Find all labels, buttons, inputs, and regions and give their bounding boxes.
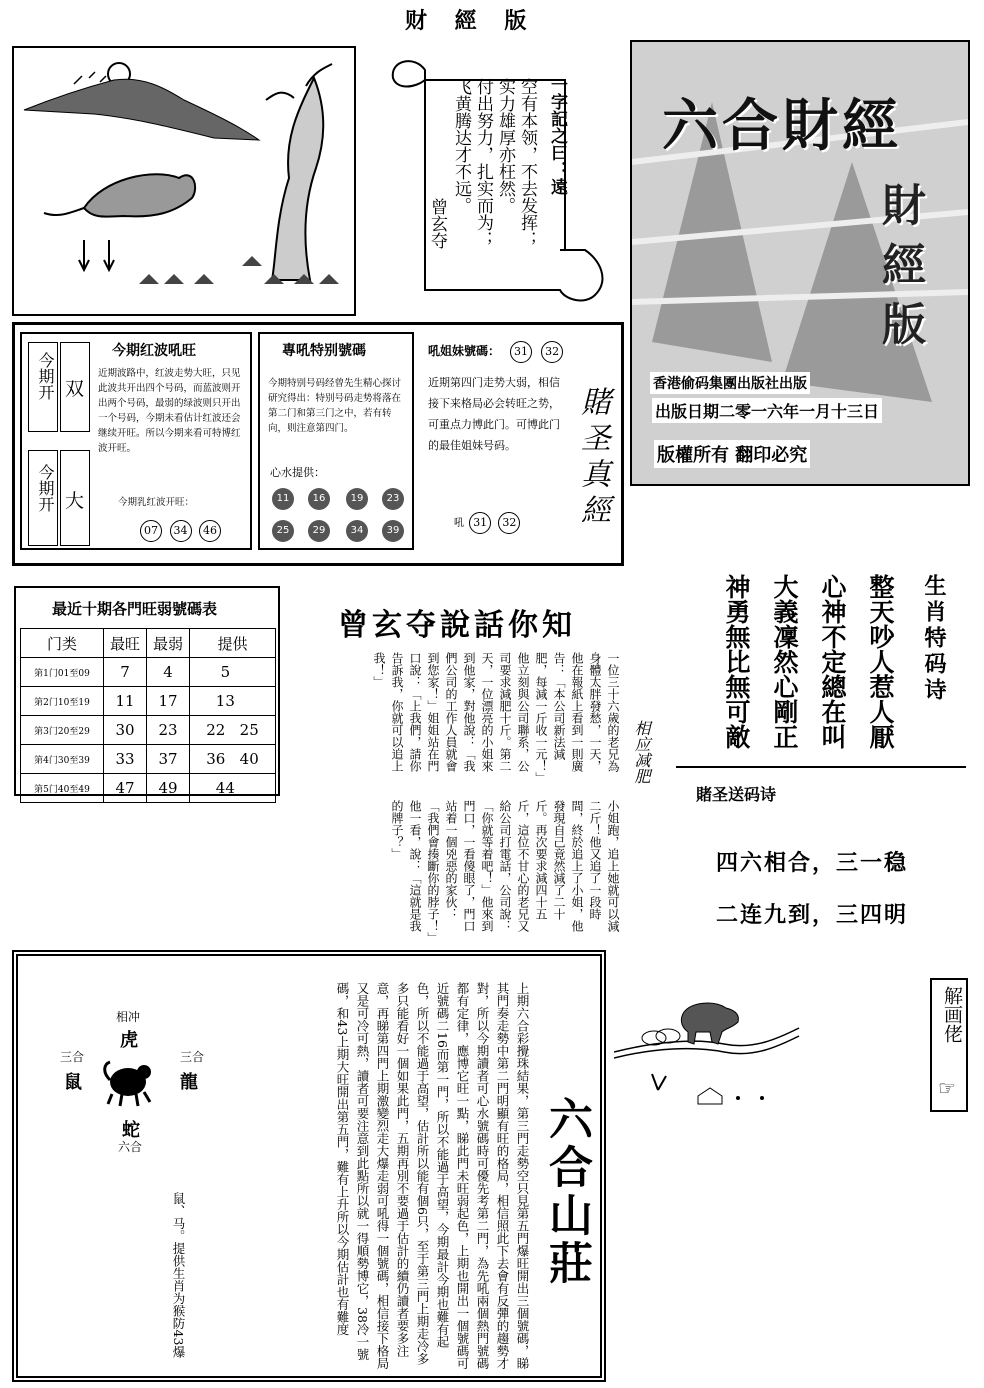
- monkey-icon: [102, 1058, 156, 1108]
- shanzhuang-text: 上期六合彩攪珠結果，第三門走勢空只見第五門爆旺開出三個號碼，睇其門奏走勢中第二門明顯有旺的格局，相信照此下去會有反彈的趨勢才對，所以今期讀者可心水號碼時可優先考第二門，為先吼兩個熱門號碼都有定律，應博它旺一點，睇此門未旺弱起色，上期也開出一個號碼可近號碼二16而第一門，所以不能過于高望，今期最計今期也難有起色，所以不能過于高望，估計所以能有個6只，至于第三門上期走冷多多只能看好一個如果此門，五期再別不要過于估計的續仍讀者要多注意，再睇第四門上期激變烈走大爆走弱可吼得一個號碼，相信接下格局又是可冷可熱，讀者可要注意到此點所以就一得順勢博它，38冷一號碼，和43上期大旺開出第五門，難有上升所以今期估計也有難度: [335, 982, 530, 1370]
- table-cell-gate: 第4门30至39: [21, 745, 104, 774]
- table-cell-gate: 第5门40至49: [21, 774, 104, 803]
- table-cell-max: 47: [104, 774, 147, 803]
- special-ball-4: 23: [382, 488, 404, 510]
- scroll-line-1: 空有本领，不去发挥；: [517, 78, 537, 248]
- motto-scroll: [385, 50, 615, 312]
- red-wave-sub: 今期乳红波开旺：: [118, 497, 195, 508]
- special-body: 今期特别号码经曾先生精心探讨研究得出：特别号码走势将落在第二门和第三门之中，若有转向，则注意第四门。: [268, 378, 402, 434]
- chong-label: 相冲: [116, 1010, 141, 1024]
- table-row: [21, 774, 276, 803]
- zodiac-col-1: 整天吵人惹人厭: [866, 574, 895, 749]
- poem-line-1: 四六相合，三一稳: [716, 851, 909, 876]
- table-header-min: 最弱: [147, 629, 190, 658]
- table-cell-provide: [190, 658, 276, 687]
- red-wave-panel: [20, 332, 252, 550]
- special-ball-6: 29: [308, 520, 330, 542]
- ten-period-table-title: 最近十期各門旺弱號碼表: [52, 600, 218, 618]
- zodiac-title: 生肖特码诗: [921, 574, 946, 704]
- side-value-2-text: 大: [65, 490, 85, 512]
- special-ball-3: 19: [346, 488, 368, 510]
- heart-label: 心水提供：: [270, 466, 325, 479]
- provide-2: 40: [239, 750, 259, 768]
- ten-period-table: [20, 628, 276, 803]
- special-ball-5: 25: [272, 520, 294, 542]
- table-row: [21, 745, 276, 774]
- sister-tail-num-1: 31: [469, 512, 491, 534]
- table-cell-max: 33: [104, 745, 147, 774]
- red-wave-nums: [138, 520, 223, 542]
- special-number-panel: [258, 332, 414, 550]
- provide-1: 36: [206, 750, 226, 768]
- special-ball-1: 11: [272, 488, 294, 510]
- masthead-sub: 財 經 版: [874, 182, 925, 345]
- side-value-1-text: 双: [65, 378, 85, 400]
- bear-cartoon: [614, 1000, 804, 1110]
- scroll-heading: 一字記之曰：遠: [547, 76, 567, 195]
- red-wave-num-1: 07: [140, 520, 162, 542]
- rat-label: 鼠: [64, 1072, 82, 1093]
- jiehua-label: 解画佬: [941, 986, 963, 1043]
- scroll-line-2: 实力雄厚亦枉然。: [495, 78, 515, 214]
- sister-number-panel: [420, 332, 616, 550]
- table-cell-gate: 第3门20至29: [21, 716, 104, 745]
- table-cell-min: 49: [147, 774, 190, 803]
- tiger-label: 虎: [120, 1030, 138, 1051]
- table-cell-min: 37: [147, 745, 190, 774]
- sister-side-vertical: 賭圣真經: [575, 386, 610, 530]
- table-header-provide: 提供: [190, 629, 276, 658]
- sanhe-right-label: 三合: [180, 1050, 205, 1064]
- ten-period-table-panel: [14, 586, 280, 796]
- sister-nums: [508, 340, 565, 363]
- pointing-hand-icon: ☞: [938, 1076, 956, 1100]
- table-cell-max: 11: [104, 687, 147, 716]
- cartoon-landscape-illustration: [14, 48, 354, 314]
- sister-body: 近期第四门走势大弱，相信接下来格局必会转旺之势，可重点力博此门。可博此门的最佳姐妹号码。: [428, 376, 560, 452]
- masthead-date: 出版日期二零一六年一月十三日: [652, 398, 882, 423]
- zodiac-col-4: 神勇無比無可敵: [722, 574, 751, 749]
- sister-tail-text: 吼: [454, 518, 464, 529]
- story-title: 曾玄夺說話你知: [338, 608, 576, 643]
- table-cell-gate: 第2门10至19: [21, 687, 104, 716]
- special-ball-8: 39: [382, 520, 404, 542]
- snake-label: 蛇: [122, 1120, 140, 1141]
- sister-tail-num-2: 32: [498, 512, 520, 534]
- table-cell-provide: [190, 716, 276, 745]
- table-cell-provide: [190, 745, 276, 774]
- poem-line-2: 二连九到，三四明: [716, 903, 909, 928]
- table-cell-provide: [190, 687, 276, 716]
- story-text-right: 一位三十六歲的老兄為身體太胖發愁，一天，他在報紙上看到一則廣告：「本公司新法減肥，每減一斤收一元！」他立刻與公司聯系，公司要求減肥十斤。第二天，一位漂亮的小姐來到他家，對他說：「我們公司的工作人員就會到您家！」姐姐站在門口說：「上我們，請你告訴我，你就可以追上我！」: [372, 652, 620, 778]
- cartoon-landscape-panel: [12, 46, 356, 316]
- masthead-copyright: 版權所有 翻印必究: [654, 440, 810, 468]
- shanzhuang-title: 六合山莊: [541, 1096, 592, 1288]
- red-wave-num-2: 34: [170, 520, 192, 542]
- provide-1: 13: [215, 692, 235, 710]
- sister-num-2: 32: [541, 341, 563, 363]
- page-header-title: 财 經 版: [405, 9, 537, 34]
- table-cell-min: 17: [147, 687, 190, 716]
- table-row: [21, 716, 276, 745]
- provide-1: 22: [206, 721, 226, 739]
- special-ball-7: 34: [346, 520, 368, 542]
- table-cell-max: 30: [104, 716, 147, 745]
- shanzhuang-panel: [12, 950, 606, 1382]
- masthead-brand: 六合財經: [662, 94, 902, 159]
- side-label-1-text: 今期开: [36, 352, 55, 400]
- table-row: [21, 658, 276, 687]
- scroll-line-4: 飞黄腾达才不远。: [451, 78, 471, 214]
- provide-2: 25: [239, 721, 259, 739]
- liuhe-label: 六合: [118, 1140, 143, 1154]
- table-cell-gate: 第1门01至09: [21, 658, 104, 687]
- zodiac-col-2: 心神不定總在叫: [818, 574, 847, 749]
- side-label-2-text: 今期开: [36, 464, 55, 512]
- story-side-note: 相应减肥: [632, 720, 651, 784]
- masthead-panel: [630, 40, 970, 486]
- sanhe-left-label: 三合: [60, 1050, 85, 1064]
- table-header-gate: 门类: [21, 629, 104, 658]
- provide-1: 5: [220, 663, 231, 681]
- zodiac-poem-panel: [676, 568, 964, 764]
- table-cell-min: 4: [147, 658, 190, 687]
- red-wave-num-3: 46: [199, 520, 221, 542]
- provide-1: 44: [215, 779, 235, 797]
- sister-tail: [454, 512, 522, 534]
- shanzhuang-note: 鼠、马。提供生肖为猴防43爆: [171, 1192, 186, 1358]
- table-header-max: 最旺: [104, 629, 147, 658]
- red-wave-title: 今期红波吼旺: [112, 343, 196, 359]
- table-cell-min: 23: [147, 716, 190, 745]
- scroll-line-3: 付出努力，扎实而为；: [473, 78, 493, 248]
- sister-title: 吼姐妹號碼：: [428, 344, 501, 358]
- special-title: 專吼特别號碼: [282, 343, 366, 359]
- poem-title: 賭圣送码诗: [696, 785, 777, 804]
- scroll-author: 曾玄夺: [427, 198, 447, 249]
- table-cell-max: 7: [104, 658, 147, 687]
- table-header-row: [21, 629, 276, 658]
- table-row: [21, 687, 276, 716]
- table-cell-provide: [190, 774, 276, 803]
- jiehua-label-box: [930, 978, 968, 1112]
- special-ball-2: 16: [308, 488, 330, 510]
- red-wave-body: 近期波路中，红波走势大旺，只见此波共开出四个号码，而蓝波则开出两个号码，最弱的绿波则只开出一个号码，今期未看估计红波还会继续开旺。所以今期来看可特博红波开旺。: [98, 368, 241, 454]
- sister-num-1: 31: [510, 341, 532, 363]
- zodiac-col-3: 大義凜然心剛正: [770, 574, 799, 749]
- zodiac-divider: [676, 766, 966, 768]
- story-text-left: 小姐跑，追上她就可以減二斤！他又追了一段時間，終於追上了小姐，他發現自己竟然減了二十斤。再次要求減四十五斤，這位不甘心的老兄又給公司打電話，公司說：「你就等着吧！」他來到門口，一看傻眼了，門口站着一個兇惡的家伙：「我們會揍斷你的脖子！」他一看，說：「這就是我的牌子？」: [390, 800, 620, 938]
- masthead-publisher: 香港偷码集團出版社出版: [650, 372, 810, 394]
- dragon-label: 龍: [180, 1072, 198, 1093]
